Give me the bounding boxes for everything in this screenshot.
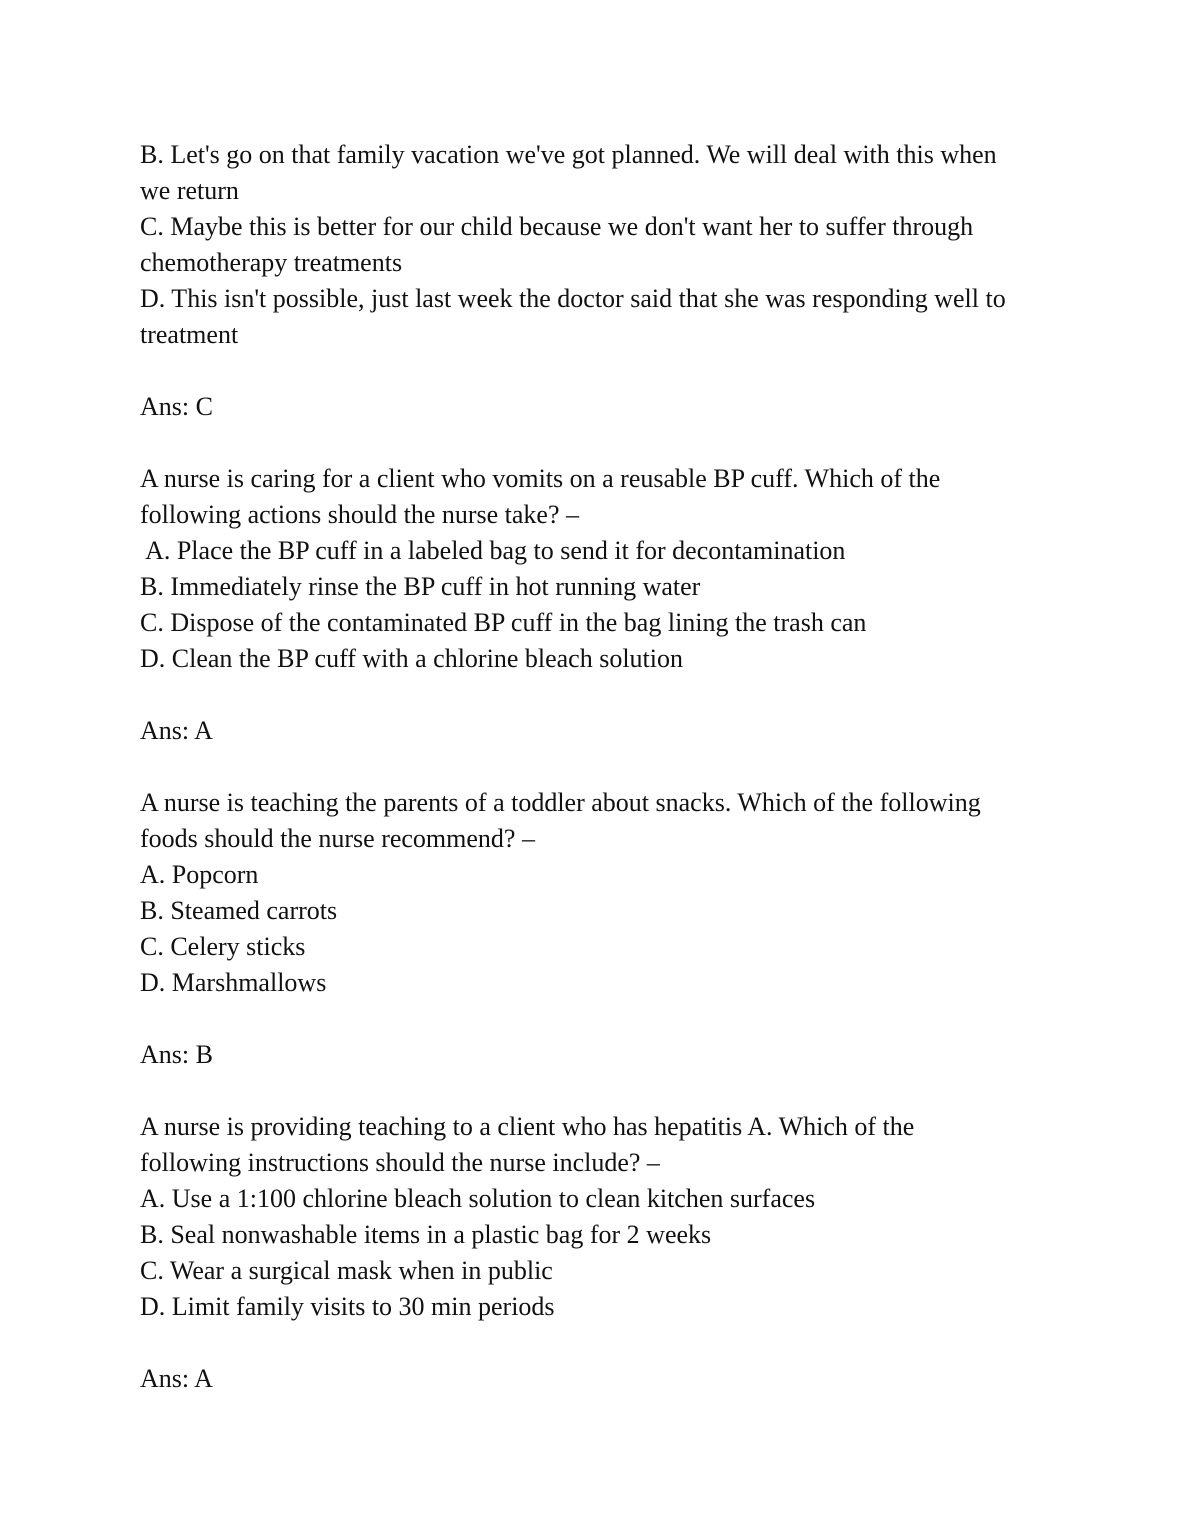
option-b: B. Seal nonwashable items in a plastic bag for 2 weeks <box>140 1220 712 1249</box>
answer-line: Ans: A <box>140 716 213 745</box>
question-stem-line: A nurse is providing teaching to a client who has hepatitis A. Which of the <box>140 1112 915 1141</box>
answer-line: Ans: B <box>140 1040 213 1069</box>
question-stem-line: following actions should the nurse take? – <box>140 500 580 529</box>
option-b: B. Immediately rinse the BP cuff in hot running water <box>140 572 701 601</box>
option-d: D. Clean the BP cuff with a chlorine bleach solution <box>140 644 683 673</box>
spacer <box>140 425 1060 461</box>
option-a: A. Use a 1:100 chlorine bleach solution to clean kitchen surfaces <box>140 1184 816 1213</box>
option-c: C. Dispose of the contaminated BP cuff in the bag lining the trash can <box>140 608 867 637</box>
option-c-line-2: chemotherapy treatments <box>140 248 403 277</box>
option-d-line-2: treatment <box>140 320 239 349</box>
option-b-line-1: B. Let's go on that family vacation we've got planned. We will deal with this when <box>140 140 997 169</box>
question-stem-line: A nurse is caring for a client who vomits on a reusable BP cuff. Which of the <box>140 464 941 493</box>
option-a: A. Popcorn <box>140 860 259 889</box>
option-d: D. Marshmallows <box>140 968 327 997</box>
spacer <box>140 749 1060 785</box>
option-c: C. Wear a surgical mask when in public <box>140 1256 553 1285</box>
spacer <box>140 677 1060 713</box>
option-list <box>140 137 1060 353</box>
option-b: B. Steamed carrots <box>140 896 338 925</box>
option-d: D. Limit family visits to 30 min periods <box>140 1292 555 1321</box>
option-d-line-1: D. This isn't possible, just last week the doctor said that she was responding well to <box>140 284 1006 313</box>
question-stem-line: foods should the nurse recommend? – <box>140 824 535 853</box>
spacer <box>140 1073 1060 1109</box>
option-a: A. Place the BP cuff in a labeled bag to send it for decontamination <box>140 536 846 565</box>
answer-line: Ans: C <box>140 392 213 421</box>
answer-line: Ans: A <box>140 1364 213 1393</box>
question-stem-line: following instructions should the nurse include? – <box>140 1148 660 1177</box>
option-b-line-2: we return <box>140 176 239 205</box>
spacer <box>140 353 1060 389</box>
question-hepatitis-a <box>140 1109 1060 1397</box>
question-continuation <box>140 137 1060 425</box>
question-toddler-snacks <box>140 785 1060 1073</box>
document-page <box>140 137 1060 1397</box>
question-stem-line: A nurse is teaching the parents of a toddler about snacks. Which of the following <box>140 788 981 817</box>
option-c: C. Celery sticks <box>140 932 306 961</box>
question-bp-cuff <box>140 461 1060 749</box>
option-c-line-1: C. Maybe this is better for our child because we don't want her to suffer through <box>140 212 974 241</box>
spacer <box>140 1001 1060 1037</box>
spacer <box>140 1325 1060 1361</box>
